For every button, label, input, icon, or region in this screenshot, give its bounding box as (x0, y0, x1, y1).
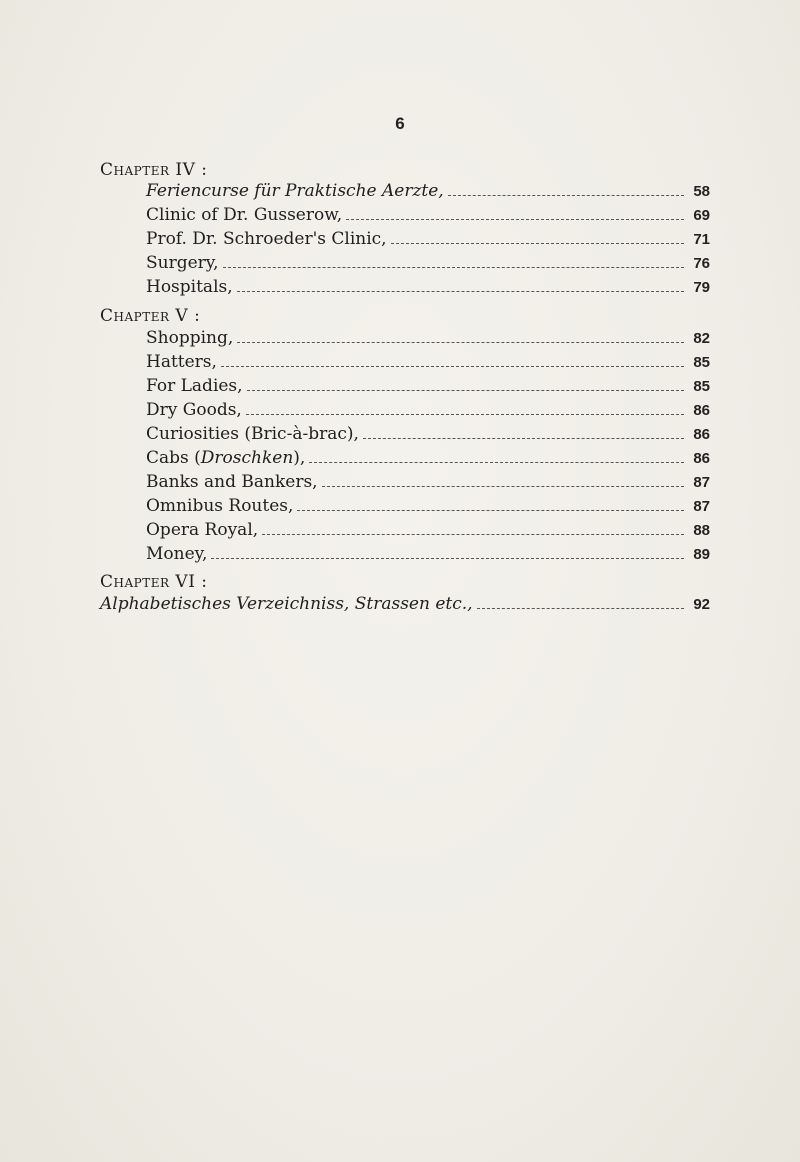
dot-leader (247, 390, 684, 391)
title-part-italic: Droschken (200, 448, 294, 468)
toc-entry (146, 253, 710, 277)
toc-entry-page: 89 (693, 546, 710, 563)
chapter-heading-v: Chapter V : (100, 306, 201, 326)
toc-entry-page: 92 (693, 596, 710, 613)
toc-entry-title: Omnibus Routes, (146, 496, 294, 516)
page-number: 6 (395, 114, 405, 133)
dot-leader (223, 267, 684, 268)
toc-entry-title (146, 448, 305, 468)
toc-entry (146, 376, 710, 400)
toc-entry-title: Clinic of Dr. Gusserow, (146, 205, 343, 225)
dot-leader (211, 558, 684, 559)
toc-entry-page: 86 (693, 450, 710, 467)
dot-leader (346, 219, 684, 220)
chapter-heading-iv: Chapter IV : (100, 160, 208, 180)
dot-leader (477, 608, 684, 609)
dot-leader (309, 462, 684, 463)
toc-entry-title: Hospitals, (146, 277, 233, 297)
toc-entry-page: 69 (693, 207, 710, 224)
dot-leader (297, 510, 684, 511)
toc-entry (146, 277, 710, 301)
toc-entry-title: Feriencurse für Praktische Aerzte, (146, 181, 444, 201)
toc-entry (146, 352, 710, 376)
toc-entry-page: 87 (693, 498, 710, 515)
toc-entry-title: Opera Royal, (146, 520, 259, 540)
dot-leader (448, 195, 684, 196)
dot-leader (322, 486, 684, 487)
toc-entry (100, 594, 710, 618)
toc-entry-title: Alphabetisches Verzeichniss, Strassen etc., (100, 594, 473, 614)
title-part: ), (293, 448, 306, 468)
dot-leader (237, 291, 684, 292)
toc-entry-title: Dry Goods, (146, 400, 242, 420)
dot-leader (391, 243, 684, 244)
chapter-heading-vi: Chapter VI : (100, 572, 208, 592)
toc-entry-title: Money, (146, 544, 208, 564)
toc-entry-title: Prof. Dr. Schroeder's Clinic, (146, 229, 387, 249)
toc-entry (146, 496, 710, 520)
toc-entry (146, 448, 710, 472)
toc-entry-page: 71 (693, 231, 710, 248)
toc-entry (146, 229, 710, 253)
toc-entry-page: 85 (693, 354, 710, 371)
toc-entry (146, 400, 710, 424)
dot-leader (221, 366, 684, 367)
dot-leader (246, 414, 684, 415)
toc-entry (146, 205, 710, 229)
toc-entry-page: 87 (693, 474, 710, 491)
toc-entry (146, 328, 710, 352)
toc-entry-title: Curiosities (Bric-à-brac), (146, 424, 359, 444)
toc-entry (146, 544, 710, 568)
toc-entry (146, 520, 710, 544)
toc-entry-title: Hatters, (146, 352, 217, 372)
toc-entry-title: Surgery, (146, 253, 219, 273)
toc-entry (146, 424, 710, 448)
toc-entry (146, 472, 710, 496)
toc-entry-page: 58 (693, 183, 710, 200)
dot-leader (363, 438, 684, 439)
toc-entry-page: 85 (693, 378, 710, 395)
toc-entry-title: Banks and Bankers, (146, 472, 318, 492)
toc-entry-title: For Ladies, (146, 376, 243, 396)
dot-leader (262, 534, 684, 535)
toc-entry-page: 79 (693, 279, 710, 296)
toc-entry-page: 76 (693, 255, 710, 272)
dot-leader (237, 342, 684, 343)
toc-entry-page: 86 (693, 402, 710, 419)
toc-entry-page: 86 (693, 426, 710, 443)
toc-entry (146, 181, 710, 205)
toc-entry-title: Shopping, (146, 328, 234, 348)
toc-entry-page: 88 (693, 522, 710, 539)
title-part: Cabs ( (146, 448, 201, 468)
toc-entry-page: 82 (693, 330, 710, 347)
